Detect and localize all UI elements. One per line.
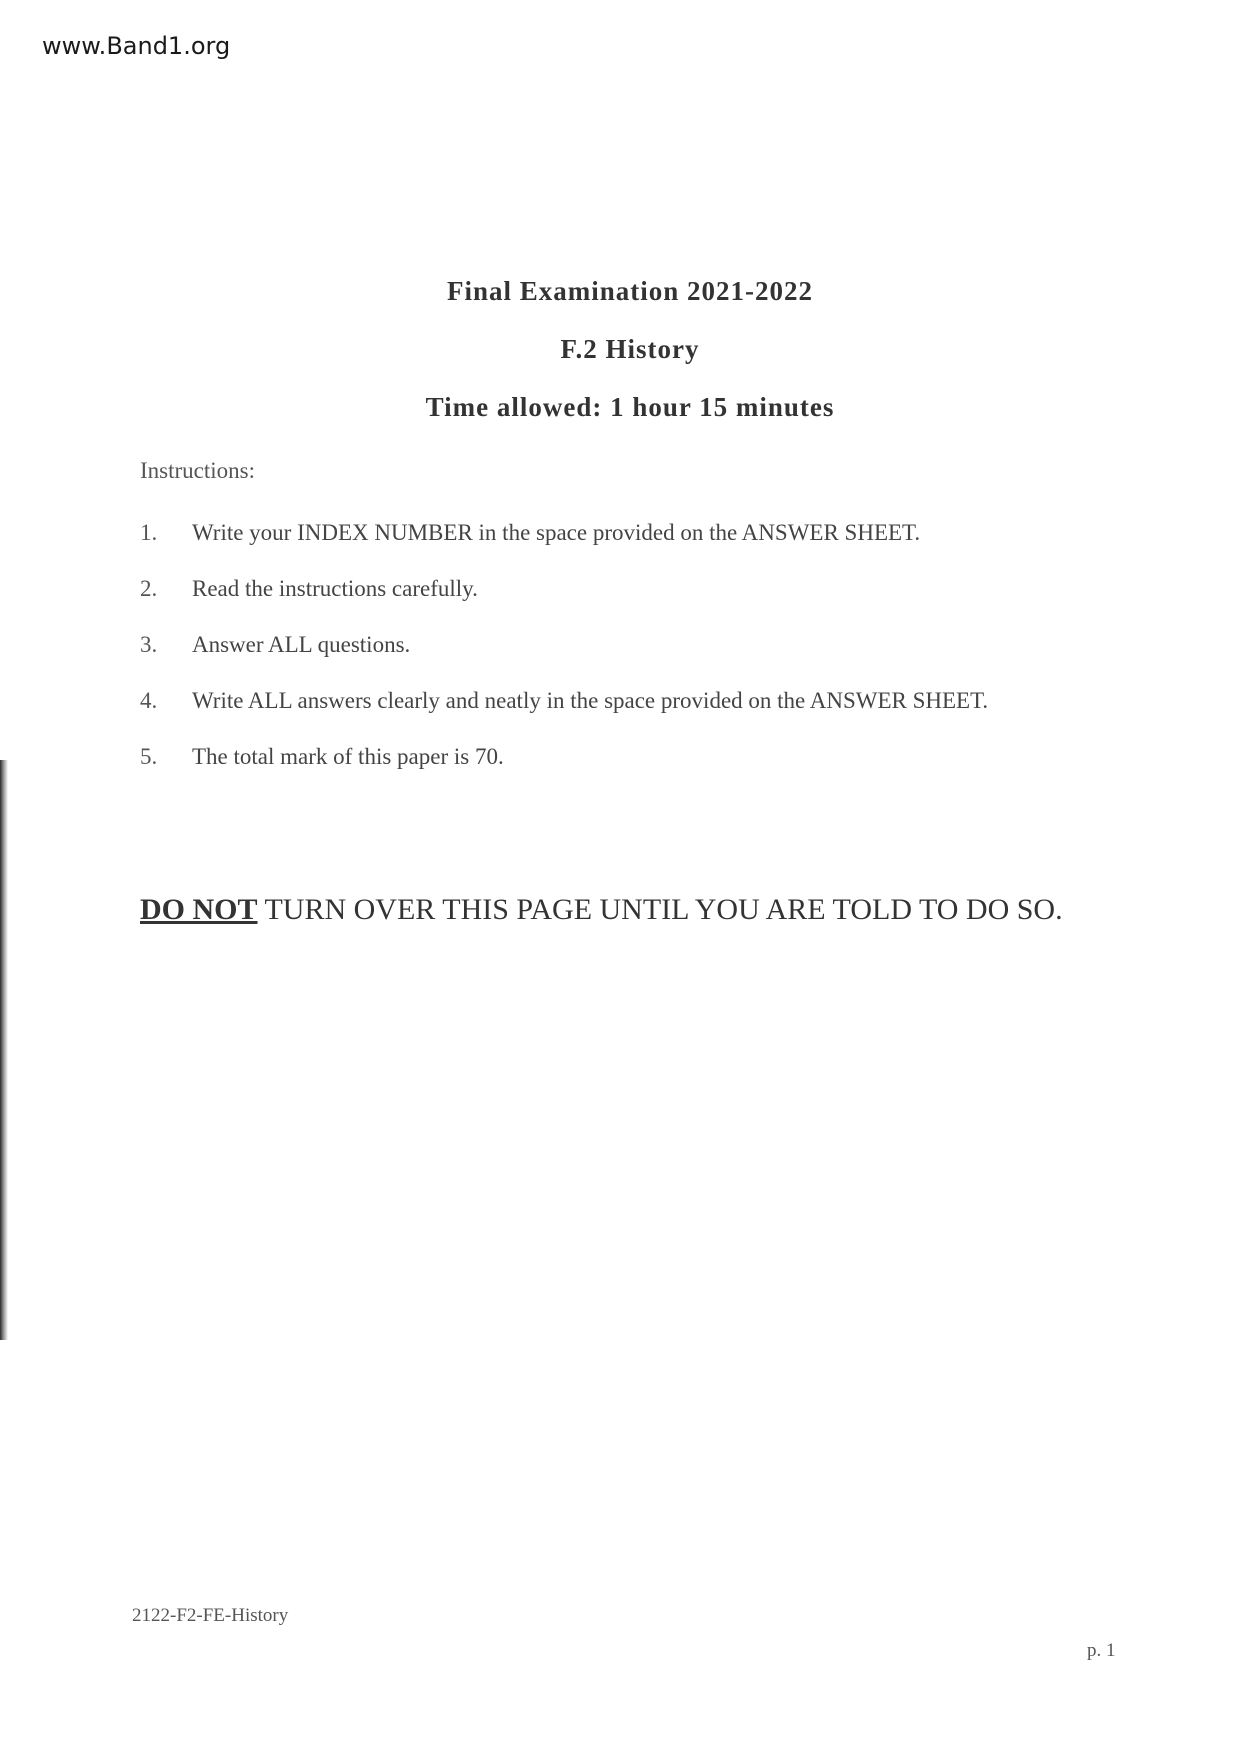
watermark-url: www.Band1.org <box>42 32 231 60</box>
warning-emphasis: DO NOT <box>140 893 258 926</box>
instruction-item <box>140 673 1100 729</box>
instruction-text: Read the instructions carefully. <box>192 576 478 601</box>
instruction-text: Write your INDEX NUMBER in the space provided on the ANSWER SHEET. <box>192 520 921 545</box>
warning-text: TURN OVER THIS PAGE UNTIL YOU ARE TOLD TO DO SO. <box>257 893 1063 926</box>
instruction-text: Write ALL answers clearly and neatly in the space provided on the ANSWER SHEET. <box>192 688 989 713</box>
time-allowed: Time allowed: 1 hour 15 minutes <box>425 392 835 422</box>
turn-over-warning <box>140 893 1063 927</box>
exam-title: Final Examination 2021-2022 <box>446 276 814 306</box>
page-number: p. 1 <box>1087 1640 1116 1661</box>
instruction-text: Answer ALL questions. <box>192 632 411 657</box>
instruction-item <box>140 561 1100 617</box>
paper-code: 2122-F2-FE-History <box>132 1605 289 1626</box>
instruction-item <box>140 617 1100 673</box>
instruction-item <box>140 505 1100 561</box>
instruction-number: 5. <box>140 744 158 769</box>
instruction-number: 4. <box>140 688 158 713</box>
instruction-item <box>140 729 1100 785</box>
instructions-label: Instructions: <box>140 458 255 483</box>
instruction-number: 2. <box>140 576 158 601</box>
scan-edge-shadow <box>0 760 8 1340</box>
instruction-text: The total mark of this paper is 70. <box>192 744 504 769</box>
instruction-number: 1. <box>140 520 158 545</box>
instruction-number: 3. <box>140 632 158 657</box>
instructions-list <box>140 505 1100 785</box>
exam-subject: F.2 History <box>560 334 700 364</box>
